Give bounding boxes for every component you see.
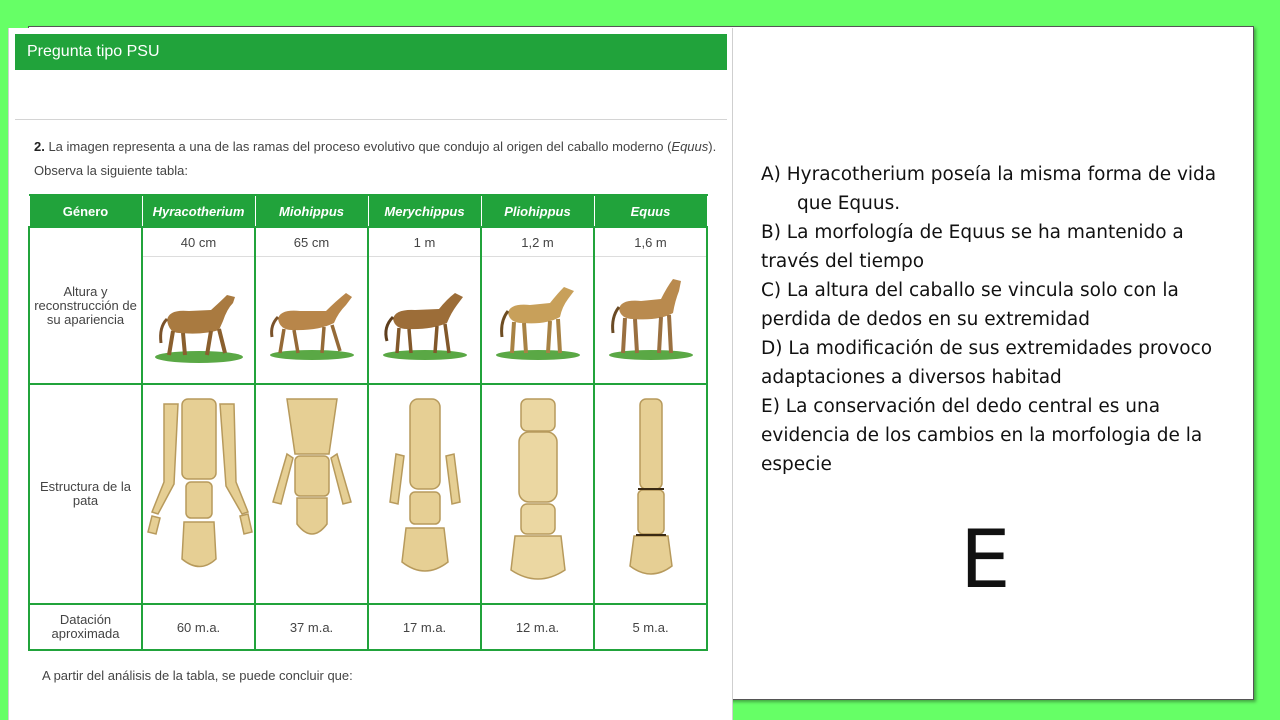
option-a: A) Hyracotherium poseía la misma forma de vida que Equus.	[761, 164, 1217, 214]
conclusion-prompt: A partir del análisis de la tabla, se puede concluir que:	[42, 668, 353, 683]
question-end: ). Observa la siguiente tabla:	[34, 139, 717, 178]
date-value: 37 m.a.	[255, 604, 368, 650]
panel-header: Pregunta tipo PSU	[15, 34, 727, 70]
option-b: B) La morfología de Equus se ha mantenido a través del tiempo	[761, 222, 1184, 272]
dating-row	[29, 604, 707, 650]
genus-name: Miohippus	[255, 195, 368, 227]
pliohippus-leg-image	[483, 394, 593, 594]
question-text	[34, 135, 724, 183]
option-c: C) La altura del caballo se vincula solo con la perdida de dedos en su extremidad	[761, 280, 1179, 330]
leg-cell	[255, 384, 368, 604]
dating-row-label: Datación aproximada	[29, 604, 142, 650]
leg-row-label: Estructura de la pata	[29, 384, 142, 604]
question-panel	[8, 28, 733, 720]
miohippus-image	[262, 275, 362, 365]
leg-cell	[142, 384, 255, 604]
equus-leg-image	[596, 394, 706, 594]
genus-header: Género	[29, 195, 142, 227]
correct-answer: E	[960, 513, 1011, 606]
miohippus-leg-image	[257, 394, 367, 594]
genus-name: Merychippus	[368, 195, 481, 227]
date-value: 17 m.a.	[368, 604, 481, 650]
date-value: 60 m.a.	[142, 604, 255, 650]
height-value: 1,2 m	[481, 227, 594, 257]
height-row-label: Altura y reconstrucción de su apariencia	[29, 227, 142, 384]
merychippus-leg-image	[370, 394, 480, 594]
date-value: 12 m.a.	[481, 604, 594, 650]
panel-spacer	[15, 70, 727, 120]
date-value: 5 m.a.	[594, 604, 707, 650]
genus-name: Equus	[594, 195, 707, 227]
equus-image	[601, 275, 701, 365]
pliohippus-image	[488, 275, 588, 365]
leg-structure-row	[29, 384, 707, 604]
leg-cell	[481, 384, 594, 604]
leg-cell	[368, 384, 481, 604]
height-value: 1,6 m	[594, 227, 707, 257]
horse-cell	[594, 257, 707, 385]
height-values-row	[29, 227, 707, 257]
horse-cell	[481, 257, 594, 385]
height-value: 1 m	[368, 227, 481, 257]
merychippus-image	[375, 275, 475, 365]
horse-cell	[255, 257, 368, 385]
hyracotherium-image	[149, 275, 249, 365]
question-number: 2.	[34, 139, 45, 154]
evolution-table	[28, 194, 708, 651]
height-value: 65 cm	[255, 227, 368, 257]
leg-cell	[594, 384, 707, 604]
question-body: La imagen representa a una de las ramas del proceso evolutivo que condujo al origen del caballo moderno (	[44, 139, 672, 154]
hyracotherium-leg-image	[144, 394, 254, 594]
answer-options	[761, 160, 1231, 479]
table-header-row	[29, 195, 707, 227]
genus-name: Pliohippus	[481, 195, 594, 227]
horse-cell	[142, 257, 255, 385]
height-value: 40 cm	[142, 227, 255, 257]
option-d: D) La modificación de sus extremidades provoco adaptaciones a diversos habitad	[761, 338, 1213, 388]
option-e: E) La conservación del dedo central es una evidencia de los cambios en la morfologia de la especie	[761, 396, 1203, 475]
question-italic: Equus	[671, 139, 709, 154]
genus-name: Hyracotherium	[142, 195, 255, 227]
horse-cell	[368, 257, 481, 385]
